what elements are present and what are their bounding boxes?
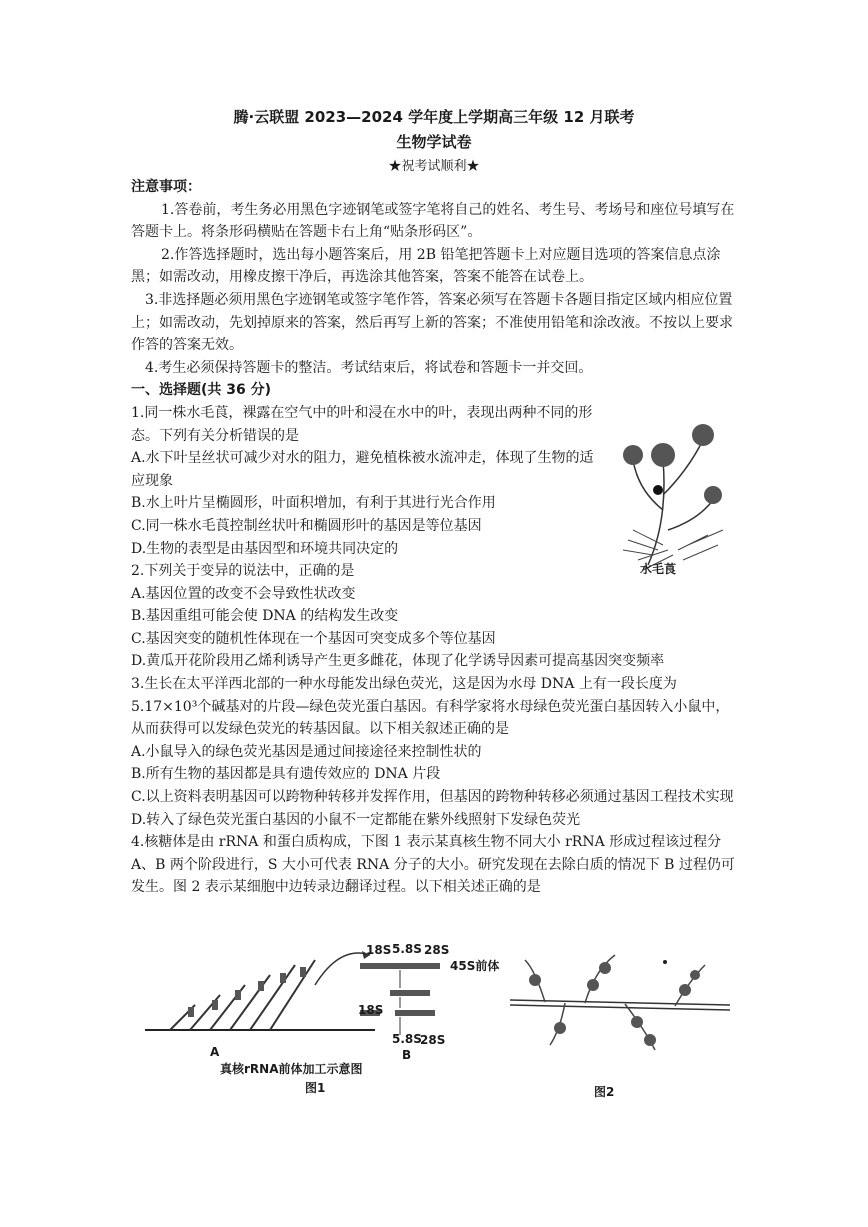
fig1-label-45s: 45S前体 <box>450 959 500 973</box>
q3-option-d: D.转入了绿色荧光蛋白基因的小鼠不一定都能在紫外线照射下发绿色荧光 <box>131 811 581 828</box>
notice-item-4: 4.考生必须保持答题卡的整洁。考试结束后，将试卷和答题卡一并交回。 <box>145 359 593 376</box>
water-buttercup-illustration <box>618 400 738 580</box>
q2-option-b: B.基因重组可能会使 DNA 的结构发生改变 <box>131 608 399 625</box>
q3-stem: 3.生长在太平洋西北部的一种水母能发出绿色荧光，这是因为水母 DNA 上有一段长度为 5.17×10³个碱基对的片段—绿色荧光蛋白基因。有科学家将水母绿色荧光蛋白基因转入小鼠中，从而获得可以发绿色荧光的转基因鼠。以下相关叙述正确的是 <box>131 676 730 738</box>
q1-option-a: A.水下叶呈丝状可减少对水的阻力，避免植株被水流冲走，体现了生物的适应现象 <box>131 450 594 489</box>
exam-subject: 生物学试卷 <box>396 133 472 151</box>
q1-option-b: B.水上叶片呈椭圆形，叶面积增加，有利于其进行光合作用 <box>131 495 496 512</box>
fig1-label-58s-bot: 5.8S <box>392 1032 422 1046</box>
question-3 <box>131 673 741 831</box>
q4-stem: 4.核糖体是由 rRNA 和蛋白质构成，下图 1 表示某真核生物不同大小 rRNA 形成过程该过程分 A、B 两个阶段进行，S 大小可代表 RNA 分子的大小。研究发现在去除白质的情况下 B 过程仍可发生。图 2 表示某细胞中边转录边翻译过程。以下相关述正确的是 <box>131 834 735 896</box>
plant-label: 水毛莨 <box>640 562 677 576</box>
exam-title: 腾·云联盟 2023—2024 学年度上学期高三年级 12 月联考 <box>233 108 635 126</box>
fig1-label-b: B <box>402 1048 412 1062</box>
question-4 <box>131 831 741 899</box>
q2-option-c: C.基因突变的随机性体现在一个基因可突变成多个等位基因 <box>131 630 496 647</box>
fig1-label-18s-top: 18S <box>366 943 392 957</box>
notice-item-2: 2.作答选择题时，选出每小题答案后，用 2B 铅笔把答题卡上对应题目选项的答案信息点涂黑；如需改动，用橡皮擦干净后，再选涂其他答案，答案不能答在试卷上。 <box>131 246 721 286</box>
notice-item-3: 3.非选择题必须用黑色字迹钢笔或签字笔作答，答案必须写在答题卡各题目指定区域内相应位置上；如需改动，先划掉原来的答案，然后再写上新的答案；不准使用铅笔和涂改液。不按以上要求作答的答案无效。 <box>131 291 733 354</box>
notice-heading: 注意事项： <box>131 179 201 195</box>
q3-option-c: C.以上资料表明基因可以跨物种转移并发挥作用，但基因的跨物种转移必须通过基因工程技术实现 <box>131 789 734 806</box>
fig1-label-28s-top: 28S <box>424 943 450 957</box>
q3-option-a: A.小鼠导入的绿色荧光基因是通过间接途径来控制性状的 <box>131 743 482 760</box>
question-1 <box>131 402 601 560</box>
fig1-caption: 真核rRNA前体加工示意图 <box>220 1062 363 1076</box>
q1-stem: 1.同一株水毛莨，裸露在空气中的叶和浸在水中的叶，表现出两种不同的形态。下列有关分析错误的是 <box>131 404 593 444</box>
fig1-name: 图1 <box>305 1081 326 1095</box>
q2-option-d: D.黄瓜开花阶段用乙烯利诱导产生更多雌花，体现了化学诱导因素可提高基因突变频率 <box>131 653 665 670</box>
q3-option-b: B.所有生物的基因都是具有遗传效应的 DNA 片段 <box>131 766 441 783</box>
figure-1-transcription-diagram <box>140 945 380 1045</box>
fig2-name: 图2 <box>594 1085 615 1099</box>
notice-item-1: 1.答卷前，考生务必用黑色字迹钢笔或签字笔将自己的姓名、考生号、考场号和座位号填写在答题卡上。将条形码横贴在答题卡右上角“贴条形码区”。 <box>131 201 735 241</box>
q1-option-c: C.同一株水毛莨控制丝状叶和椭圆形叶的基因是等位基因 <box>131 517 482 534</box>
exam-wish: ★祝考试顺利★ <box>388 159 480 174</box>
section-heading: 一、选择题(共 36 分) <box>131 382 272 399</box>
q2-stem: 2.下列关于变异的说法中，正确的是 <box>131 563 355 580</box>
figure-2-transcription-translation-diagram <box>505 950 735 1060</box>
q2-option-a: A.基因位置的改变不会导致性状改变 <box>131 585 356 602</box>
fig1-label-28s-bot: 28S <box>420 1033 446 1047</box>
q1-option-d: D.生物的表型是由基因型和环境共同决定的 <box>131 540 399 557</box>
fig1-label-a: A <box>210 1045 220 1059</box>
fig1-label-18s-mid: 18S <box>358 1003 384 1017</box>
fig1-label-58s-top: 5.8S <box>392 942 422 956</box>
